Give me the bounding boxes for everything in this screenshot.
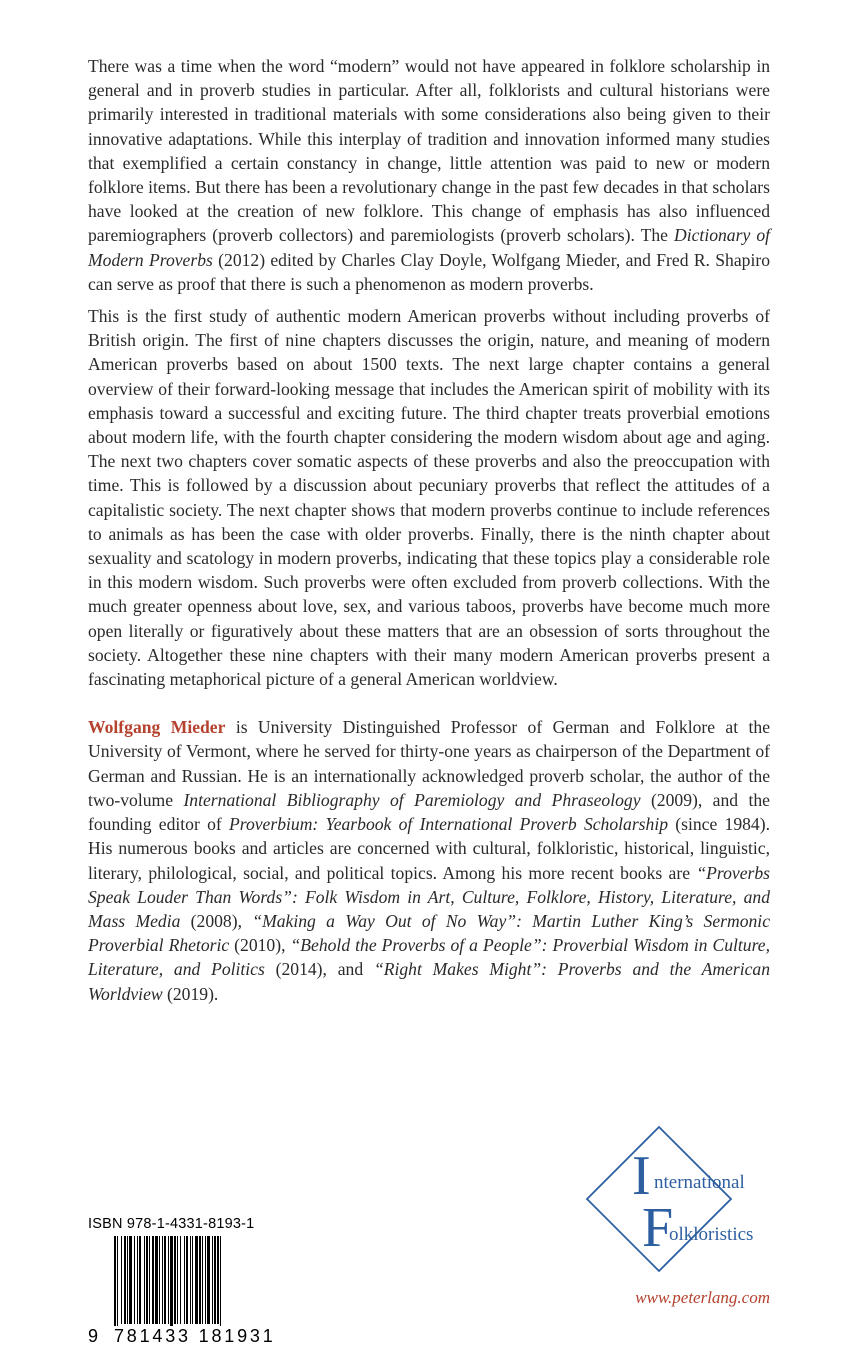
barcode-bar — [217, 1236, 219, 1324]
barcode-bar — [214, 1236, 216, 1324]
intro-paragraph — [88, 54, 770, 296]
bio-title-4: “Making a Way Out of No Way”: Martin Luther King’s Sermonic Proverbial Rhetoric — [88, 910, 771, 956]
barcode-bar — [152, 1236, 154, 1324]
publisher-url[interactable]: www.peterlang.com — [635, 1288, 770, 1307]
barcode-bar — [186, 1236, 188, 1324]
isbn-number: ISBN 978-1-4331-8193-1 — [88, 1216, 255, 1232]
barcode-bar — [212, 1236, 213, 1324]
author-name: Wolfgang Mieder — [88, 717, 226, 738]
barcode-bar — [144, 1236, 145, 1324]
dictionary-title: Dictionary of Modern Proverbs — [88, 225, 770, 270]
barcode-bars — [88, 1236, 308, 1332]
logo-word-folkloristics: olkloristics — [669, 1224, 754, 1245]
bio-title-2: Proverbium: Yearbook of International Proverb Scholarship — [229, 814, 668, 835]
barcode-bar — [149, 1236, 150, 1324]
barcode-bar — [124, 1236, 126, 1324]
barcode-bar — [174, 1236, 176, 1324]
international-folkloristics-logo — [584, 1124, 774, 1274]
bio-text-5: (2010), — [229, 935, 291, 956]
barcode-digits: 781433 181931 — [114, 1326, 308, 1347]
barcode-bar — [162, 1236, 163, 1324]
bio-text-3: (since 1984). His numerous books and articles are concerned with cultural, folkloristic, historical, linguistic, literary, philological, social, and political topics. Among his more recent books are — [88, 814, 770, 883]
barcode-bar — [117, 1236, 118, 1332]
barcode-bar — [137, 1236, 138, 1324]
logo-initial-f: F — [642, 1197, 674, 1259]
barcode-bar — [159, 1236, 160, 1324]
intro-text-1: There was a time when the word “modern” would not have appeared in folklore scholarship in general and in proverb studies in particular. After all, folklorists and cultural historians were primarily interested in traditional materials with some considerations also being given to their innovative adaptations. While this interplay of tradition and innovation informed many studies that exemplified a certain constancy in change, little attention was paid to new or modern folklore items. But there has been a revolutionary change in the past few decades in that scholars have looked at the creation of new folklore. This change of emphasis has also influenced paremiographers (proverb collectors) and paremiologists (proverb scholars). The — [88, 56, 770, 246]
barcode-bar — [220, 1236, 221, 1332]
barcode-bar — [170, 1236, 173, 1332]
bio-title-6: “Right Makes Might”: Proverbs and the American Worldview — [88, 959, 770, 1004]
barcode-bar — [202, 1236, 203, 1324]
summary-paragraph: This is the first study of authentic modern American proverbs without including proverbs of British origin. The first of nine chapters discusses the origin, nature, and meaning of modern American proverbs based on about 1500 texts. The next large chapter contains a general overview of their forward-looking message that includes the American spirit of mobility with its emphasis toward a successful and exciting future. The third chapter treats proverbial emotions about modern life, with the fourth chapter considering the modern wisdom about age and aging. The next two chapters cover somatic aspects of these proverbs and also the preoccupation with time. This is followed by a discussion about pecuniary proverbs that reflect the attitudes of a capitalistic society. The next chapter shows that modern proverbs continue to include references to animals as has been the case with older proverbs. Finally, there is the ninth chapter about sexuality and scatology in modern proverbs, indicating that these topics play a considerable role in this modern wisdom. Such proverbs were often excluded from proverb collections. With the much greater openness about love, sex, and various taboos, proverbs have become much more open literally or figuratively about these matters that are an obsession of sorts throughout the society. Altogether these nine chapters with their many modern American proverbs present a fascinating metaphorical picture of a general American worldview. — [88, 306, 770, 690]
bio-text-2: (2009), and the founding editor of — [88, 789, 770, 835]
barcode-first-digit: 9 — [88, 1326, 99, 1346]
barcode-bar — [129, 1236, 132, 1324]
logo-initial-i: I — [632, 1145, 651, 1207]
barcode-bar — [139, 1236, 141, 1324]
isbn-barcode — [88, 1216, 308, 1346]
bio-text-6: (2014), and — [264, 959, 374, 980]
barcode-bar — [180, 1236, 181, 1324]
logo-diamond — [584, 1124, 774, 1274]
bio-title-1: International Bibliography of Paremiology and Phraseology — [183, 789, 641, 810]
barcode-bar — [192, 1236, 193, 1324]
bio-text-7: (2019). — [162, 983, 219, 1004]
barcode-bar — [207, 1236, 210, 1324]
barcode-bar — [199, 1236, 201, 1324]
bio-text-1: is University Distinguished Professor of German and Folklore at the University of Vermont, where he served for thirty-one years as chairperson of the Department of German and Russian. He is an internationally acknowledged proverb scholar, the author of the two-volume — [88, 717, 770, 810]
author-bio-paragraph — [88, 715, 770, 1005]
barcode-bar — [114, 1236, 116, 1332]
barcode-bar — [134, 1236, 135, 1324]
intro-text-2: (2012) edited by Charles Clay Doyle, Wolfgang Mieder, and Fred R. Shapiro can serve as proof that there is such a phenomenon as modern proverbs. — [88, 249, 770, 294]
barcode-bar — [177, 1236, 178, 1324]
barcode-bar — [127, 1236, 128, 1324]
bio-title-5: “Behold the Proverbs of a People”: Proverbial Wisdom in Culture, Literature, and Politics — [88, 935, 770, 980]
bio-text-4: (2008), — [180, 910, 253, 931]
barcode — [88, 1236, 308, 1346]
barcode-bar — [168, 1236, 169, 1324]
back-cover-text — [88, 54, 770, 1006]
barcode-bar — [155, 1236, 158, 1324]
barcode-bar — [190, 1236, 191, 1324]
barcode-bar — [164, 1236, 166, 1324]
bio-title-3: “Proverbs Speak Louder Than Words”: Folk Wisdom in Art, Culture, Folklore, History, Literature, and Mass Media — [88, 862, 770, 931]
barcode-bar — [146, 1236, 148, 1324]
barcode-bar — [184, 1236, 185, 1324]
logo-word-international: nternational — [654, 1172, 745, 1193]
barcode-bar — [121, 1236, 122, 1324]
barcode-bar — [205, 1236, 206, 1324]
barcode-bar — [195, 1236, 198, 1324]
